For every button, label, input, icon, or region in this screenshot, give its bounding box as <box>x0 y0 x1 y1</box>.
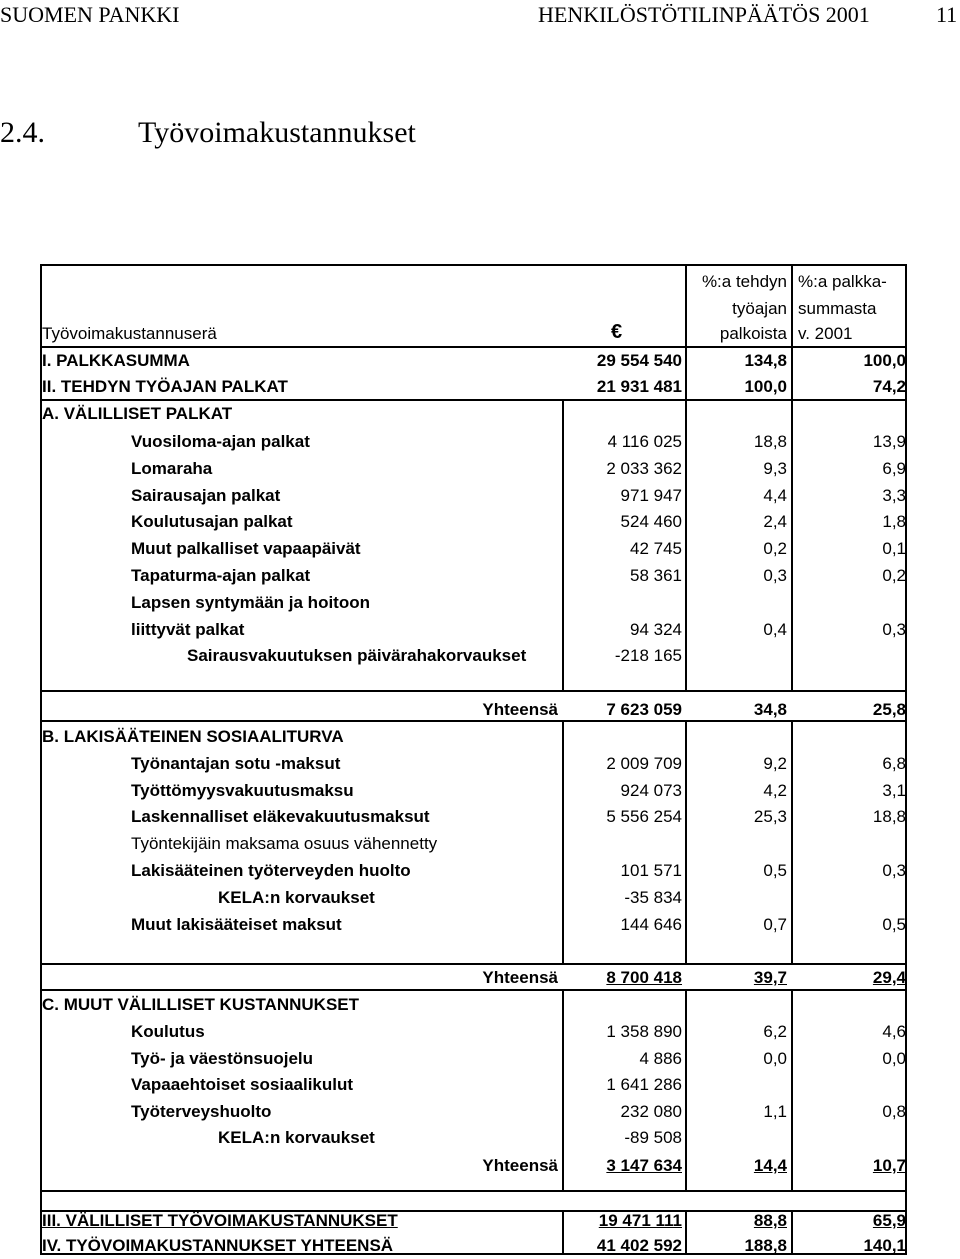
col-divider-1 <box>562 720 564 963</box>
row-pct-pay: 0,2 <box>882 566 906 585</box>
header-pct-pay-line2: summasta <box>798 299 877 318</box>
row-pct-work: 6,2 <box>763 1022 787 1041</box>
row-divider <box>40 346 907 348</box>
row-value: -89 508 <box>624 1128 682 1147</box>
col-divider-1 <box>562 399 564 427</box>
section-heading: Työvoimakustannukset <box>138 116 416 149</box>
row-label: liittyvät palkat <box>131 620 245 639</box>
row-label: Työttömyysvakuutusmaksu <box>131 781 354 800</box>
row-label: Lomaraha <box>131 459 213 478</box>
row-divider <box>40 989 907 991</box>
row-pct-work: 9,2 <box>763 754 787 773</box>
col-divider-1 <box>562 989 564 1190</box>
row-pct-work: 4,2 <box>763 781 787 800</box>
row-label: I. PALKKASUMMA <box>42 351 190 370</box>
row-value: 101 571 <box>620 861 682 880</box>
row-label: Työterveyshuolto <box>131 1102 272 1121</box>
grand-total-label: IV. TYÖVOIMAKUSTANNUKSET YHTEENSÄ <box>42 1236 394 1255</box>
row-divider <box>40 720 907 722</box>
row-label: Koulutusajan palkat <box>131 512 293 531</box>
header-right: HENKILÖSTÖTILINPÄÄTÖS 2001 <box>538 2 870 27</box>
row-pct-pay: 0,1 <box>882 539 906 558</box>
row-divider <box>40 690 907 692</box>
row-label: Muut palkalliset vapaapäivät <box>131 539 361 558</box>
row-value: 1 641 286 <box>606 1075 682 1094</box>
grand-total-pct-pay: 140,1 <box>863 1236 906 1255</box>
total-pct-pay: 65,9 <box>872 1211 906 1230</box>
row-pct-pay: 3,3 <box>882 486 906 505</box>
row-value: 144 646 <box>620 915 682 934</box>
row-pct-pay: 1,8 <box>882 512 906 531</box>
row-label: KELA:n korvaukset <box>218 888 375 907</box>
row-label: Työntekijäin maksama osuus vähennetty <box>131 834 438 853</box>
col-divider-1 <box>562 427 564 690</box>
row-pct-pay: 0,5 <box>882 915 906 934</box>
grand-total-value: 41 402 592 <box>596 1236 682 1255</box>
row-value: 2 009 709 <box>606 754 682 773</box>
col-divider-1 <box>562 1210 564 1255</box>
col-divider-3 <box>791 264 793 690</box>
row-value: 42 745 <box>630 539 682 558</box>
row-label: Koulutus <box>131 1022 205 1041</box>
row-value: -218 165 <box>614 646 682 665</box>
row-value: 21 931 481 <box>596 377 682 396</box>
header-left: SUOMEN PANKKI <box>0 2 180 27</box>
row-label: Sairausvakuutuksen päivärahakorvaukset <box>187 646 527 665</box>
col-divider-2 <box>685 720 687 963</box>
row-label: Lapsen syntymään ja hoitoon <box>131 593 370 612</box>
page-number: 11 <box>936 2 958 27</box>
row-label: KELA:n korvaukset <box>218 1128 375 1147</box>
row-pct-work: 0,7 <box>763 915 787 934</box>
row-pct-pay: 6,9 <box>882 459 906 478</box>
header-row-label: Työvoimakustannuserä <box>42 324 217 343</box>
subtotal-label: Yhteensä <box>482 1156 558 1175</box>
euro-sign: € <box>611 321 623 343</box>
subtotal-value: 3 147 634 <box>606 1156 682 1175</box>
group-heading: A. VÄLILLISET PALKAT <box>42 404 233 423</box>
row-pct-work: 1,1 <box>763 1102 787 1121</box>
subtotal-pct-work: 39,7 <box>753 968 787 987</box>
col-divider-2 <box>685 264 687 690</box>
row-pct-pay: 0,3 <box>882 620 906 639</box>
row-pct-work: 0,3 <box>763 566 787 585</box>
row-pct-work: 134,8 <box>744 351 787 370</box>
row-pct-pay: 100,0 <box>863 351 906 370</box>
row-pct-work: 4,4 <box>763 486 787 505</box>
row-pct-pay: 0,0 <box>882 1049 906 1068</box>
row-label: Työnantajan sotu -maksut <box>131 754 341 773</box>
row-pct-work: 0,5 <box>763 861 787 880</box>
row-pct-work: 0,2 <box>763 539 787 558</box>
group-heading: B. LAKISÄÄTEINEN SOSIAALITURVA <box>42 727 344 746</box>
total-pct-work: 88,8 <box>753 1211 787 1230</box>
row-value: 524 460 <box>620 512 682 531</box>
row-label: Muut lakisääteiset maksut <box>131 915 342 934</box>
row-value: -35 834 <box>624 888 682 907</box>
row-value: 94 324 <box>630 620 682 639</box>
row-value: 2 033 362 <box>606 459 682 478</box>
row-pct-pay: 13,9 <box>872 432 906 451</box>
row-pct-work: 2,4 <box>763 512 787 531</box>
row-value: 29 554 540 <box>596 351 682 370</box>
row-value: 924 073 <box>620 781 682 800</box>
row-label: II. TEHDYN TYÖAJAN PALKAT <box>42 377 288 396</box>
row-value: 1 358 890 <box>606 1022 682 1041</box>
row-divider <box>40 963 907 965</box>
subtotal-pct-pay: 29,4 <box>872 968 906 987</box>
group-heading: C. MUUT VÄLILLISET KUSTANNUKSET <box>42 995 360 1014</box>
subtotal-label: Yhteensä <box>482 968 558 987</box>
row-pct-pay: 74,2 <box>872 377 906 396</box>
row-value: 232 080 <box>620 1102 682 1121</box>
total-label: III. VÄLILLISET TYÖVOIMAKUSTANNUKSET <box>42 1211 398 1230</box>
subtotal-pct-pay: 25,8 <box>872 700 906 719</box>
subtotal-value: 8 700 418 <box>606 968 682 987</box>
row-label: Tapaturma-ajan palkat <box>131 566 311 585</box>
row-value: 5 556 254 <box>606 807 682 826</box>
col-divider-2 <box>685 1210 687 1255</box>
col-divider-2 <box>685 989 687 1190</box>
header-pct-pay-line1: %:a palkka- <box>798 272 887 291</box>
row-value: 971 947 <box>620 486 682 505</box>
subtotal-pct-work: 34,8 <box>753 700 787 719</box>
row-pct-pay: 0,3 <box>882 861 906 880</box>
section-number: 2.4. <box>0 116 45 149</box>
header-pct-work-line3: palkoista <box>719 324 787 343</box>
header-pct-pay-line3: v. 2001 <box>798 324 853 343</box>
row-pct-pay: 6,8 <box>882 754 906 773</box>
row-pct-work: 0,4 <box>763 620 787 639</box>
row-pct-work: 9,3 <box>763 459 787 478</box>
col-divider-3 <box>791 720 793 963</box>
row-value: 58 361 <box>630 566 682 585</box>
col-divider-3 <box>791 989 793 1190</box>
row-label: Vapaaehtoiset sosiaalikulut <box>131 1075 354 1094</box>
row-pct-pay: 4,6 <box>882 1022 906 1041</box>
row-pct-pay: 3,1 <box>882 781 906 800</box>
row-label: Laskennalliset eläkevakuutusmaksut <box>131 807 430 826</box>
row-value: 4 886 <box>639 1049 682 1068</box>
subtotal-pct-work: 14,4 <box>753 1156 787 1175</box>
row-divider <box>40 399 907 401</box>
subtotal-pct-pay: 10,7 <box>872 1156 906 1175</box>
row-pct-pay: 0,8 <box>882 1102 906 1121</box>
row-label: Sairausajan palkat <box>131 486 281 505</box>
row-pct-work: 0,0 <box>763 1049 787 1068</box>
subtotal-label: Yhteensä <box>482 700 558 719</box>
row-label: Vuosiloma-ajan palkat <box>131 432 310 451</box>
subtotal-value: 7 623 059 <box>606 700 682 719</box>
col-divider-3 <box>791 1210 793 1255</box>
row-label: Lakisääteinen työterveyden huolto <box>131 861 411 880</box>
row-label: Työ- ja väestönsuojelu <box>131 1049 314 1068</box>
row-pct-pay: 18,8 <box>872 807 906 826</box>
header-pct-work-line2: työajan <box>732 299 787 318</box>
row-pct-work: 25,3 <box>753 807 787 826</box>
row-pct-work: 18,8 <box>753 432 787 451</box>
grand-total-pct-work: 188,8 <box>744 1236 787 1255</box>
row-divider <box>40 1190 907 1192</box>
header-pct-work-line1: %:a tehdyn <box>701 272 787 291</box>
row-pct-work: 100,0 <box>744 377 787 396</box>
row-value: 4 116 025 <box>607 432 682 451</box>
total-value: 19 471 111 <box>598 1211 682 1230</box>
